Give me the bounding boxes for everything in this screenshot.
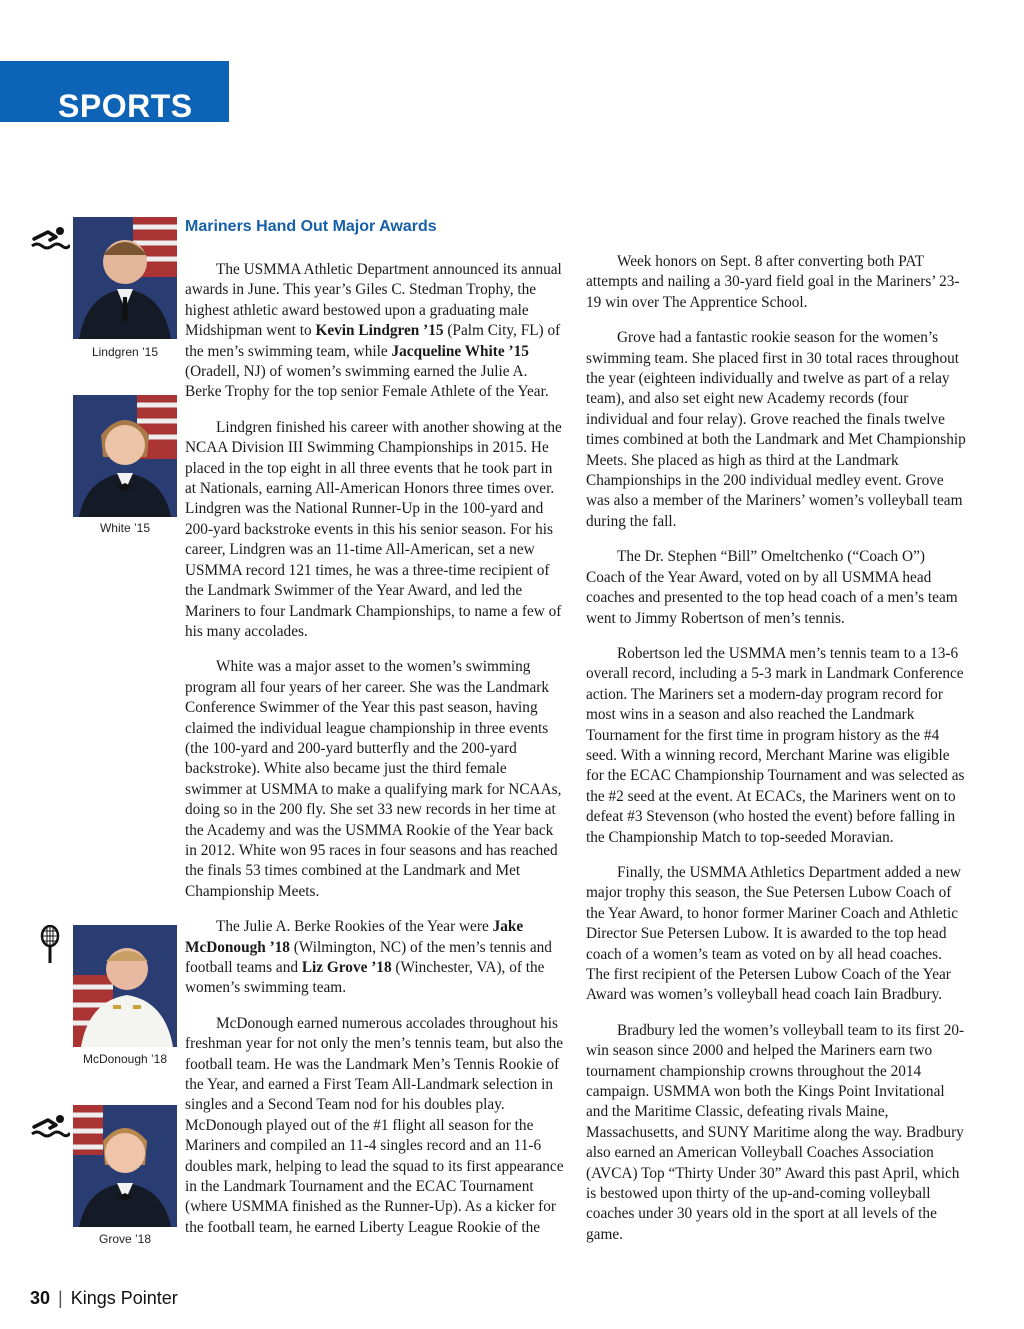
paragraph: Lindgren finished his career with another showing at the NCAA Division III Swimming Championships in 2015. He placed in the top eight in all three events that he took part in at Nationals, earning All-American Honors three times over. Lindgren was the National Runner-Up in the 100-yard and 200-yard backstroke events in this his senior season. For his career, Lindgren was an 11-time All-American, set a new USMMA record 121 times, he was a three-time recipient of the Landmark Swimmer of the Year Award, and led the Mariners to four Landmark Championships, to name a few of his many accolades. (185, 418, 562, 640)
paragraph: Week honors on Sept. 8 after converting both PAT attempts and nailing a 30-yard field goal in the Mariners’ 23-19 win over The Apprentice School. (586, 253, 960, 311)
athlete-name: Jacqueline White ’15 (391, 342, 529, 360)
paragraph: McDonough earned numerous accolades throughout his freshman year for not only the men’s tennis team, but also the football team. He was the Landmark Men’s Tennis Rookie of the Year, and earned a First Team All-Landmark selection in singles and a Second Team nod for his doubles play. McDonough played out of the #1 flight all season for the Mariners and compiled an 11-4 singles record and an 11-6 doubles mark, helping to lead the squad to its first appearance in the Landmark Tournament and the ECAC Tournament (where USMMA finished as the Runner-Up). As a kicker for the football team, he earned Liberty League Rookie of the (185, 1014, 564, 1236)
white-caption: White ’15 (99, 521, 151, 535)
paragraph: White was a major asset to the women’s swimming program all four years of her career. She was the Landmark Conference Swimmer of the Year this past season, having claimed the individual league championship in three events (the 100-yard and 200-yard butterfly and the 200-yard backstroke). White also became just the third female swimmer at USMMA to make a qualifying mark for NCAAs, doing so in the 200 fly. She set 33 new records in her time at the Academy and was the USMMA Rookie of the Year back in 2012. White won 95 races in four seasons and has reached the finals 53 times combined at the Landmark and Met Championship Meets. (185, 658, 562, 900)
grove-photo (73, 1105, 177, 1227)
swimmer-icon (30, 1112, 70, 1142)
paragraph: Bradbury led the women’s volleyball team to its first 20-win season since 2000 and helped the Mariners earn two tournament championship crowns throughout the 2014 campaign. USMMA won both the Kings Point Invitational and the Maritime Classic, defeating rivals Maine, Massachusetts, and SUNY Maritime along the way. Bradbury also earned an American Volleyball Coaches Association (AVCA) Top “Thirty Under 30” Award this past April, which is bestowed upon thirty of the up-and-coming volleyball coaches under 30 years old in the sport at all levels of the game. (586, 1021, 965, 1243)
paragraph: The Julie A. Berke Rookies of the Year were Jake McDonough ’18 (Wilmington, NC) of the men’s tennis and football teams and Liz Grove ’18 (Winchester, VA), of the women’s swimming team. (185, 918, 552, 997)
article-headline: Mariners Hand Out Major Awards (185, 218, 437, 235)
athlete-name: Jake McDonough ’18 (185, 918, 524, 956)
mcdonough-caption: McDonough ’18 (82, 1052, 168, 1066)
paragraph: Robertson led the USMMA men’s tennis team to a 13-6 overall record, including a 5-3 mark in Landmark Conference action. The Mariners set a modern-day program record for most wins in a season and also reached the Landmark Tournament for the first time in program history as the #4 seed. With a winning record, Merchant Marine was eligible for the ECAC Championship Tournament and was selected as the #2 seed at the event. At ECACs, the Mariners went on to defeat #3 Stevenson (who hosted the event) before falling in the Championship Match to top-seeded Moravian. (586, 644, 965, 846)
paragraph: Finally, the USMMA Athletics Department added a new major trophy this season, the Sue Petersen Lubow Coach of the Year Award, to honor former Mariner Coach and Athletic Director Sue Petersen Lubow. It is awarded to the top head coach of a women’s team as voted on by all head coaches. The first recipient of the Petersen Lubow Coach of the Year Award was women’s volleyball head coach Iain Bradbury. (586, 863, 961, 1004)
paragraph: The Dr. Stephen “Bill” Omeltchenko (“Coach O”) Coach of the Year Award, voted on by all USMMA head coaches and presented to the top head coach of a men’s team went to Jimmy Robertson of men’s tennis. (586, 548, 958, 627)
publication-name: Kings Pointer (70, 1288, 178, 1308)
article-column-left (185, 260, 565, 1253)
athlete-name: Liz Grove ’18 (301, 959, 392, 976)
page-number: 30 (30, 1288, 51, 1308)
article-column-right (586, 252, 966, 1260)
swimmer-icon (30, 224, 70, 254)
athlete-name: Kevin Lindgren ’15 (315, 322, 444, 340)
grove-caption: Grove ’18 (98, 1232, 152, 1246)
lindgren-caption: Lindgren ’15 (91, 345, 159, 359)
mcdonough-photo (73, 925, 177, 1047)
white-photo (73, 395, 177, 517)
page-footer (30, 1288, 178, 1309)
section-title: SPORTS (58, 88, 193, 124)
paragraph: Grove had a fantastic rookie season for the women’s swimming team. She placed first in 30 total races throughout the year (eighteen individually and twelve as part of a relay team), and also set eight new Academy records (four individual and four relay). Grove reached the finals twelve times combined at both the Landmark and Met Championship Meets. She placed as high as third at the Landmark Championships in the 200 individual medley event. Grove was also a member of the Mariners’ women’s volleyball team during the fall. (586, 329, 966, 530)
lindgren-photo (73, 217, 177, 339)
paragraph: The USMMA Athletic Department announced its annual awards in June. This year’s Giles C. Stedman Trophy, the highest athletic award bestowed upon a graduating male Midshipman went to Kevin Lindgren ’15 (Palm City, FL) of the men’s swimming team, while Jacqueline White ’15 (Oradell, NJ) of women’s swimming earned the Julie A. Berke Trophy for the top senior Female Athlete of the Year. (185, 261, 562, 401)
footer-separator: | (58, 1288, 63, 1308)
tennis-racket-icon (38, 925, 62, 965)
